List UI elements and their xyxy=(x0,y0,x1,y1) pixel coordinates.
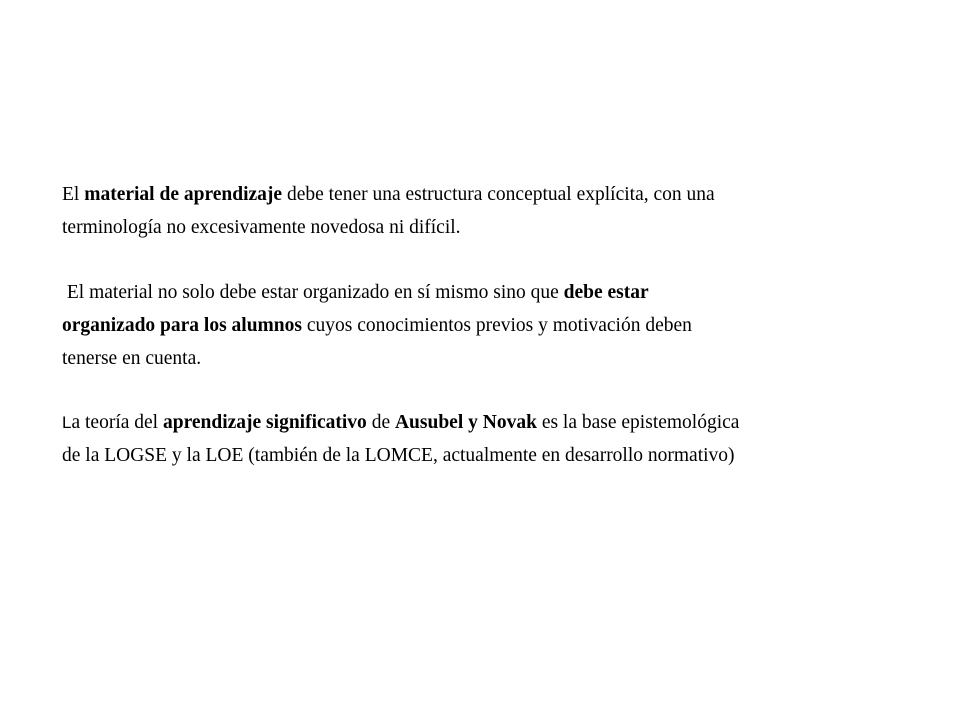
bold-term-aprendizaje-significativo: aprendizaje significativo xyxy=(162,412,367,433)
paragraph-material-organization xyxy=(62,276,942,375)
bold-term-organizado-para-los-alumnos: organizado para los alumnos xyxy=(62,315,302,336)
text-line xyxy=(62,439,942,472)
paragraph-spacer xyxy=(62,375,942,406)
text-run: a teoría del xyxy=(71,412,163,433)
text-line xyxy=(62,178,942,211)
text-run: es la base epistemológica xyxy=(536,412,740,433)
text-run: de xyxy=(366,412,395,433)
text-line xyxy=(62,276,942,309)
text-run: debe tener una estructura conceptual explícita, con una xyxy=(282,184,715,205)
text-line xyxy=(62,406,942,439)
text-line xyxy=(62,211,942,244)
text-line xyxy=(62,309,942,342)
text-run: terminología no excesivamente novedosa ni difícil. xyxy=(62,217,461,238)
slide-text-body xyxy=(62,178,942,472)
text-run: cuyos conocimientos previos y motivación deben xyxy=(302,315,692,336)
paragraph-spacer xyxy=(62,244,942,276)
text-line xyxy=(62,342,942,375)
bold-term-material-de-aprendizaje: material de aprendizaje xyxy=(84,184,283,205)
bold-term-debe-estar: debe estar xyxy=(563,282,649,303)
paragraph-material-structure xyxy=(62,178,942,244)
bold-term-ausubel-y-novak: Ausubel y Novak xyxy=(394,412,537,433)
paragraph-theory-basis xyxy=(62,406,942,472)
text-run: L xyxy=(62,413,72,432)
text-run: tenerse en cuenta. xyxy=(62,348,202,369)
text-run: El xyxy=(62,184,85,205)
text-run: El material no solo debe estar organizado en sí mismo sino que xyxy=(62,282,564,303)
text-run: de la LOGSE y la LOE (también de la LOMCE, actualmente en desarrollo normativo) xyxy=(62,445,735,466)
